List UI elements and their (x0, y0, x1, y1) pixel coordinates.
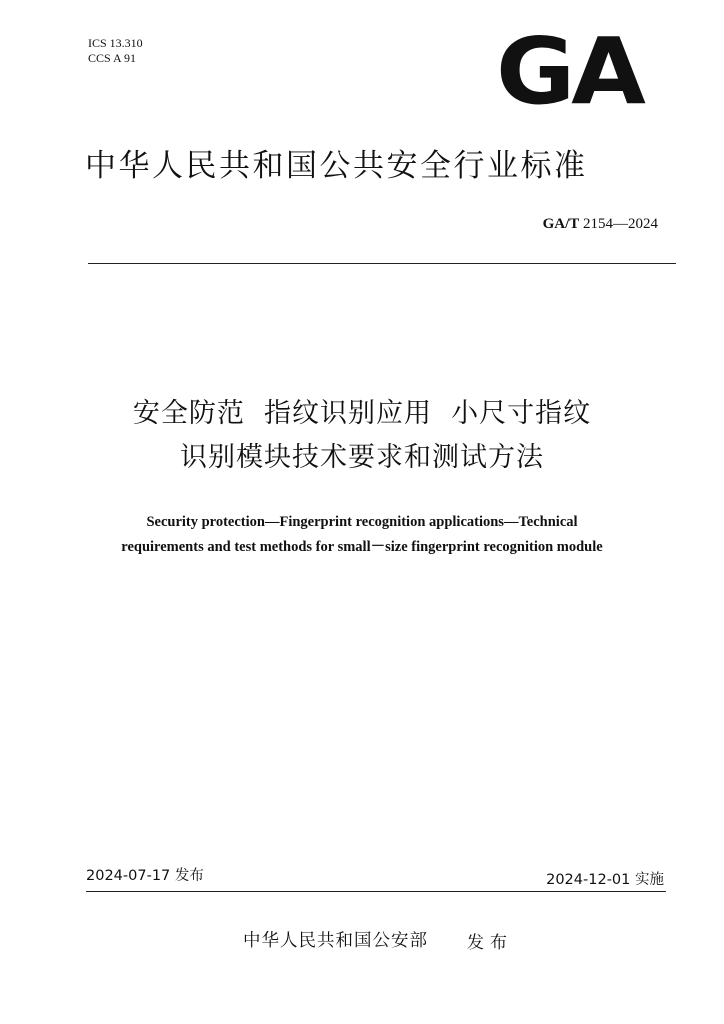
bottom-divider (86, 891, 666, 892)
ics-code: ICS 13.310 (88, 36, 143, 50)
english-title-line-1: Security protection—Fingerprint recognition applications—Technical (146, 514, 578, 530)
issue-date: 2024-07-17 发布 (86, 868, 204, 884)
chinese-title-line-1: 安全防范 指纹识别应用 小尺寸指纹 (132, 398, 592, 429)
chinese-title (40, 392, 684, 480)
implementation-date: 2024-12-01 实施 (546, 872, 664, 888)
standard-category-heading: 中华人民共和国公共安全行业标准 (85, 148, 588, 184)
standard-code-number: 2154—2024 (583, 216, 658, 232)
chinese-title-line-2: 识别模块技术要求和测试方法 (180, 442, 544, 473)
classification-codes (88, 36, 143, 66)
english-title (60, 510, 664, 560)
ccs-code: CCS A 91 (88, 51, 137, 65)
english-title-line-2: requirements and test methods for small－size fingerprint recognition module (121, 539, 603, 555)
publisher-name: 中华人民共和国公安部 (243, 931, 428, 951)
publish-label: 发布 (467, 933, 513, 953)
ga-logo: GA (496, 18, 642, 125)
standard-code (543, 216, 658, 233)
top-divider (88, 263, 676, 264)
standard-code-prefix: GA/T (542, 216, 580, 232)
